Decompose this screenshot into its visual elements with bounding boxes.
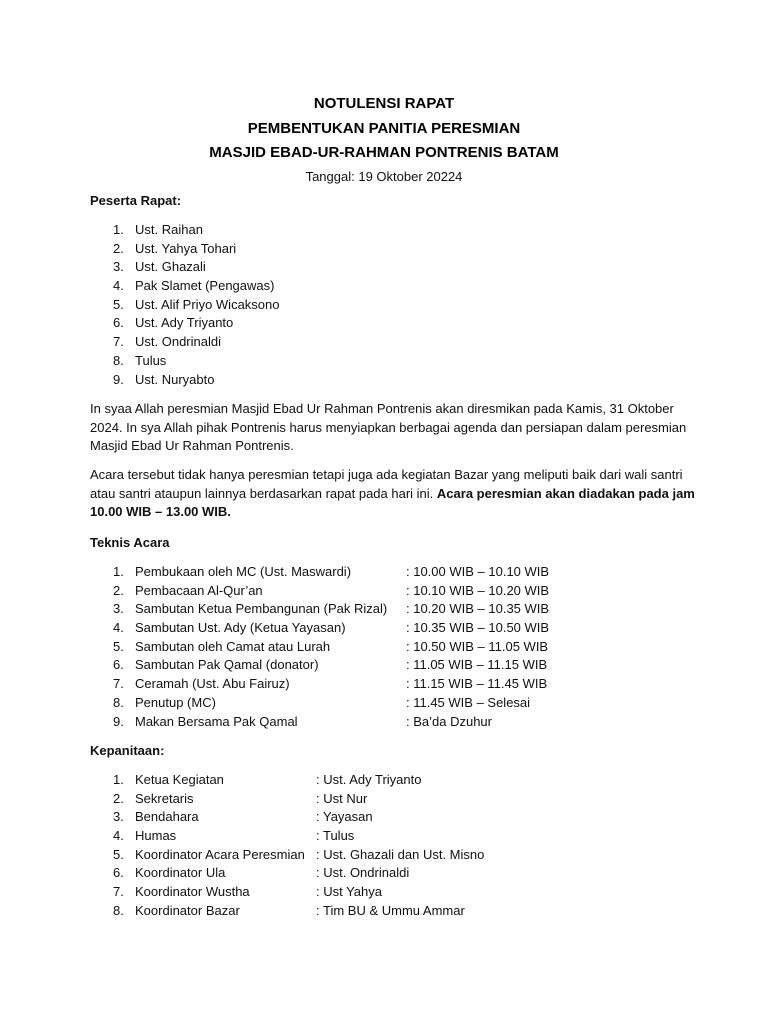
paragraph-line: Masjid Ebad Ur Rahman Pontrenis. [90, 438, 294, 454]
list-item [90, 352, 680, 371]
agenda-time: : 10.00 WIB – 10.10 WIB [406, 564, 550, 579]
item-number: 7. [113, 884, 124, 900]
participant-name: Tulus [135, 352, 167, 368]
item-number: 7. [113, 676, 124, 692]
agenda-time: : 11.05 WIB – 11.15 WIB [406, 657, 548, 673]
committee-role: Ketua Kegiatan [135, 772, 224, 787]
item-number: 8. [113, 694, 124, 710]
paragraph-line [90, 485, 695, 504]
committee-person: : Ust. Ghazali dan Ust. Misno [316, 846, 485, 862]
committee-person: : Ust. Ondrinaldi [316, 865, 410, 881]
item-number: 4. [113, 620, 124, 636]
event-paragraph [90, 466, 695, 522]
item-number: 1. [113, 564, 124, 579]
participants-list-wrap [90, 221, 680, 389]
agenda-activity: Sambutan Pak Qamal (donator) [135, 657, 319, 673]
committee-person: : Ust Yahya [316, 884, 382, 900]
agenda-section [90, 534, 680, 553]
list-item [90, 314, 680, 333]
agenda-row [90, 675, 680, 694]
item-number: 8. [113, 352, 124, 368]
item-number: 3. [113, 259, 124, 275]
item-number: 6. [113, 865, 124, 881]
paragraph-line: Acara tersebut tidak hanya peresmian tetapi juga ada kegiatan Bazar yang meliputi baik dari wali santri [90, 467, 683, 482]
participants-heading: Peserta Rapat: [90, 193, 182, 208]
agenda-activity: Sambutan Ust. Ady (Ketua Yayasan) [135, 620, 346, 636]
item-number: 4. [113, 828, 124, 844]
committee-row [90, 883, 680, 902]
list-item [90, 296, 680, 315]
agenda-time: : 10.35 WIB – 10.50 WIB [406, 620, 550, 636]
agenda-activity: Penutup (MC) [135, 694, 216, 710]
item-number: 9. [113, 371, 124, 387]
list-item [90, 258, 680, 277]
agenda-row [90, 713, 680, 732]
agenda-row [90, 694, 680, 713]
announcement-paragraph [90, 400, 687, 456]
committee-section [90, 742, 680, 761]
item-number: 6. [113, 657, 124, 673]
item-number: 5. [113, 296, 124, 312]
participants-list [90, 221, 680, 389]
item-number: 9. [113, 713, 124, 729]
committee-role: Bendahara [135, 809, 199, 825]
committee-role: Koordinator Bazar [135, 902, 240, 918]
committee-row [90, 846, 680, 865]
item-number: 4. [113, 278, 124, 294]
agenda-time: : 11.45 WIB – Selesai [406, 694, 531, 710]
agenda-time: : Ba’da Dzuhur [406, 713, 492, 729]
list-item [90, 240, 680, 259]
item-number: 5. [113, 846, 124, 862]
document-title-block [0, 92, 768, 187]
list-item [90, 371, 680, 390]
committee-role: Sekretaris [135, 790, 194, 806]
item-number: 5. [113, 638, 124, 654]
committee-row [90, 827, 680, 846]
paragraph-line: 2024. In sya Allah pihak Pontrenis harus menyiapkan berbagai agenda dan persiapan dalam peresmian [90, 419, 687, 435]
agenda-row [90, 619, 680, 638]
agenda-row [90, 600, 680, 619]
agenda-list [90, 563, 680, 731]
list-item [90, 333, 680, 352]
committee-role: Koordinator Wustha [135, 884, 250, 900]
participant-name: Ust. Raihan [135, 222, 203, 237]
item-number: 3. [113, 809, 124, 825]
agenda-activity: Makan Bersama Pak Qamal [135, 713, 298, 729]
committee-person: : Tulus [316, 828, 355, 844]
agenda-list-wrap [90, 563, 680, 731]
paragraph-line: In syaa Allah peresmian Masjid Ebad Ur Rahman Pontrenis akan diresmikan pada Kamis, 31 Oktober [90, 401, 674, 416]
committee-role: Koordinator Acara Peresmian [135, 846, 305, 862]
item-number: 2. [113, 790, 124, 806]
participant-name: Ust. Ghazali [135, 259, 206, 275]
agenda-row [90, 656, 680, 675]
committee-person: : Ust Nur [316, 790, 368, 806]
agenda-activity: Ceramah (Ust. Abu Fairuz) [135, 676, 290, 692]
document-title: NOTULENSI RAPAT [313, 95, 455, 112]
paragraph-text: atau santri ataupun lainnya berdasarkan rapat pada hari ini. [90, 485, 437, 501]
list-item [90, 277, 680, 296]
committee-row [90, 902, 680, 921]
item-number: 6. [113, 315, 124, 331]
committee-person: : Ust. Ady Triyanto [316, 772, 422, 787]
item-number: 1. [113, 772, 124, 787]
agenda-row [90, 582, 680, 601]
participant-name: Ust. Alif Priyo Wicaksono [135, 296, 280, 312]
participant-name: Ust. Ondrinaldi [135, 334, 221, 350]
committee-list [90, 771, 680, 921]
participant-name: Ust. Nuryabto [135, 371, 215, 387]
committee-row [90, 771, 680, 790]
agenda-time: : 10.20 WIB – 10.35 WIB [406, 601, 550, 617]
committee-person: : Tim BU & Ummu Ammar [316, 902, 465, 918]
item-number: 2. [113, 582, 124, 598]
event-time-emphasis: Acara peresmian akan diadakan pada jam [436, 485, 695, 501]
meeting-date: Tanggal: 19 Oktober 20224 [305, 168, 463, 184]
list-item [90, 221, 680, 240]
item-number: 2. [113, 240, 124, 256]
document-subtitle: PEMBENTUKAN PANITIA PERESMIAN [247, 119, 521, 137]
committee-role: Koordinator Ula [135, 865, 226, 881]
agenda-time: : 10.50 WIB – 11.05 WIB [406, 638, 549, 654]
agenda-row [90, 563, 680, 582]
agenda-time: : 11.15 WIB – 11.45 WIB [406, 676, 548, 692]
item-number: 3. [113, 601, 124, 617]
participant-name: Pak Slamet (Pengawas) [135, 278, 275, 294]
committee-row [90, 808, 680, 827]
agenda-activity: Pembukaan oleh MC (Ust. Maswardi) [135, 564, 352, 579]
committee-row [90, 790, 680, 809]
committee-person: : Yayasan [316, 809, 373, 825]
agenda-row [90, 638, 680, 657]
committee-row [90, 864, 680, 883]
agenda-activity: Sambutan Ketua Pembangunan (Pak Rizal) [135, 601, 388, 617]
committee-heading: Kepanitaan: [90, 743, 165, 758]
event-time-range: 10.00 WIB – 13.00 WIB. [90, 504, 231, 520]
participant-name: Ust. Ady Triyanto [135, 315, 234, 331]
committee-role: Humas [135, 828, 177, 844]
item-number: 7. [113, 334, 124, 350]
committee-list-wrap [90, 771, 680, 921]
item-number: 8. [113, 902, 124, 918]
document-subtitle-mosque: MASJID EBAD-UR-RAHMAN PONTRENIS BATAM [209, 144, 559, 161]
agenda-heading: Teknis Acara [90, 535, 170, 550]
agenda-activity: Sambutan oleh Camat atau Lurah [135, 638, 331, 654]
agenda-time: : 10.10 WIB – 10.20 WIB [406, 582, 550, 598]
participants-section [90, 192, 680, 211]
item-number: 1. [113, 222, 124, 237]
agenda-activity: Pembacaan Al-Qur’an [135, 582, 263, 598]
participant-name: Ust. Yahya Tohari [135, 240, 237, 256]
